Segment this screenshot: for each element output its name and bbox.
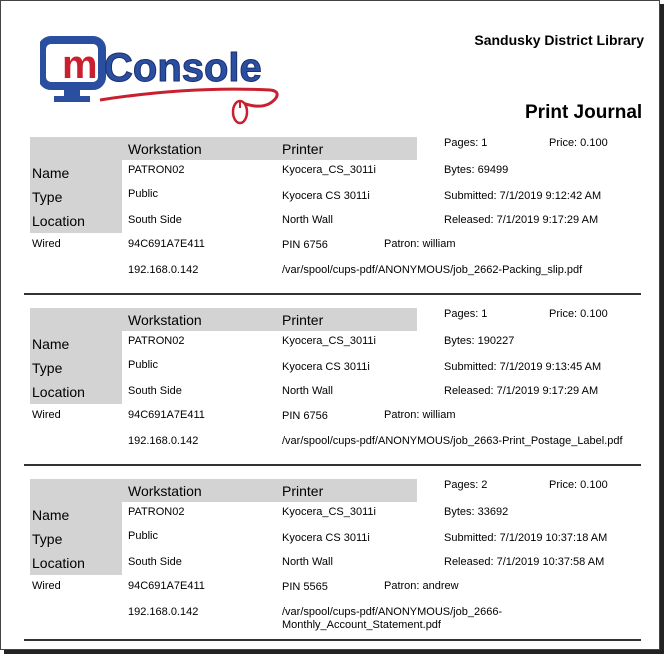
name-label: Name <box>32 165 70 181</box>
workstation-name: PATRON02 <box>128 506 185 518</box>
workstation-name: PATRON02 <box>128 335 185 347</box>
bytes: Bytes: 33692 <box>444 506 509 518</box>
printer-header: Printer <box>282 483 324 499</box>
file-path: /var/spool/cups-pdf/ANONYMOUS/job_2666- <box>282 606 503 618</box>
print-job-record <box>24 308 641 479</box>
location-label: Location <box>32 555 85 571</box>
mconsole-logo <box>40 34 290 126</box>
print-job-record <box>24 137 641 308</box>
record-divider <box>24 464 641 466</box>
type-label: Type <box>32 189 63 205</box>
workstation-name: PATRON02 <box>128 164 185 176</box>
print-job-record <box>24 479 641 650</box>
printer-name: Kyocera_CS_3011i <box>282 506 376 518</box>
record-divider <box>24 293 641 295</box>
pages-count: Pages: 1 <box>444 137 488 149</box>
patron: Patron: william <box>384 409 456 421</box>
price: Price: 0.100 <box>549 137 608 149</box>
submitted-time: Submitted: 7/1/2019 9:12:42 AM <box>444 190 602 202</box>
printer-name: Kyocera_CS_3011i <box>282 335 376 347</box>
connection-label: Wired <box>32 580 61 592</box>
workstation-header: Workstation <box>128 483 202 499</box>
price: Price: 0.100 <box>549 308 608 320</box>
patron: Patron: william <box>384 238 456 250</box>
released-time: Released: 7/1/2019 10:37:58 AM <box>444 556 605 568</box>
connection-label: Wired <box>32 409 61 421</box>
pages-count: Pages: 1 <box>444 308 488 320</box>
mac-address: 94C691A7E411 <box>128 580 205 592</box>
pin: PIN 5565 <box>282 581 328 593</box>
released-time: Released: 7/1/2019 9:17:29 AM <box>444 385 599 397</box>
submitted-time: Submitted: 7/1/2019 10:37:18 AM <box>444 532 608 544</box>
printer-location: North Wall <box>282 214 333 226</box>
location-label: Location <box>32 213 85 229</box>
type-label: Type <box>32 531 63 547</box>
type-label: Type <box>32 360 63 376</box>
printer-type: Kyocera CS 3011i <box>282 190 370 202</box>
pin: PIN 6756 <box>282 239 328 251</box>
name-label: Name <box>32 336 70 352</box>
file-path: /var/spool/cups-pdf/ANONYMOUS/job_2663-Print_Postage_Label.pdf <box>282 435 623 447</box>
workstation-header: Workstation <box>128 141 202 157</box>
file-path-continued: Monthly_Account_Statement.pdf <box>282 619 441 631</box>
mac-address: 94C691A7E411 <box>128 238 205 250</box>
bytes: Bytes: 190227 <box>444 335 515 347</box>
connection-label: Wired <box>32 238 61 250</box>
price: Price: 0.100 <box>549 479 608 491</box>
printer-header: Printer <box>282 141 324 157</box>
ip-address: 192.168.0.142 <box>128 435 199 447</box>
pages-count: Pages: 2 <box>444 479 488 491</box>
ip-address: 192.168.0.142 <box>128 606 199 618</box>
patron: Patron: andrew <box>384 580 459 592</box>
file-path: /var/spool/cups-pdf/ANONYMOUS/job_2662-Packing_slip.pdf <box>282 264 583 276</box>
ip-address: 192.168.0.142 <box>128 264 199 276</box>
bytes: Bytes: 69499 <box>444 164 509 176</box>
svg-text:m: m <box>62 43 98 87</box>
printer-type: Kyocera CS 3011i <box>282 361 370 373</box>
library-name: Sandusky District Library <box>474 32 644 48</box>
printer-type: Kyocera CS 3011i <box>282 532 370 544</box>
workstation-type: Public <box>128 530 158 542</box>
location-label: Location <box>32 384 85 400</box>
printer-location: North Wall <box>282 556 333 568</box>
workstation-location: South Side <box>128 385 182 397</box>
workstation-header: Workstation <box>128 312 202 328</box>
record-divider <box>24 639 641 641</box>
workstation-location: South Side <box>128 214 182 226</box>
pin: PIN 6756 <box>282 410 328 422</box>
printer-header: Printer <box>282 312 324 328</box>
workstation-type: Public <box>128 188 158 200</box>
name-label: Name <box>32 507 70 523</box>
report-title: Print Journal <box>525 102 643 123</box>
mac-address: 94C691A7E411 <box>128 409 205 421</box>
workstation-location: South Side <box>128 556 182 568</box>
printer-location: North Wall <box>282 385 333 397</box>
workstation-type: Public <box>128 359 158 371</box>
printer-name: Kyocera_CS_3011i <box>282 164 376 176</box>
released-time: Released: 7/1/2019 9:17:29 AM <box>444 214 599 226</box>
svg-text:Console: Console <box>104 46 262 90</box>
submitted-time: Submitted: 7/1/2019 9:13:45 AM <box>444 361 602 373</box>
